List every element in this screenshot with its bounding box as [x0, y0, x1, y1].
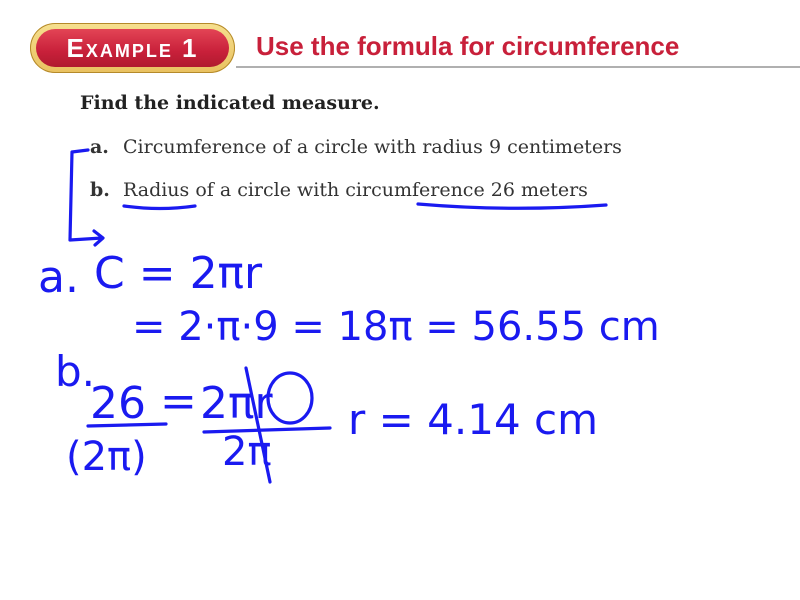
hw-b-den-right: 2π [222, 429, 272, 475]
item-b-text: Radius of a circle with circumference 26 meters [123, 179, 588, 201]
hw-b-label: b. [55, 347, 96, 396]
circle-around-r [268, 373, 312, 423]
problem-prompt: Find the indicated measure. [80, 92, 380, 114]
hw-b-result: r = 4.14 cm [348, 395, 599, 444]
example-badge: Example 1 [36, 29, 229, 67]
hw-a-label: a. [38, 252, 79, 303]
hw-b-den-left: (2π) [66, 434, 147, 480]
underline-circumference [418, 204, 606, 208]
page-title: Use the formula for circumference [256, 31, 680, 61]
hw-a-line1: C = 2πr [94, 248, 263, 299]
hw-b-eq: = [160, 376, 197, 427]
hw-b-rhs-top: 2πr [200, 378, 273, 429]
hw-a-line2: = 2·π·9 = 18π = 56.55 cm [132, 304, 660, 350]
hw-b-num: 26 [90, 378, 146, 429]
hw-b-frac-left [88, 424, 166, 426]
item-a-text: Circumference of a circle with radius 9 centimeters [123, 136, 622, 158]
underline-radius [124, 206, 195, 209]
item-a-label: a. [90, 136, 109, 158]
bracket-arrow-annotation [70, 150, 103, 245]
item-b-label: b. [90, 179, 110, 201]
